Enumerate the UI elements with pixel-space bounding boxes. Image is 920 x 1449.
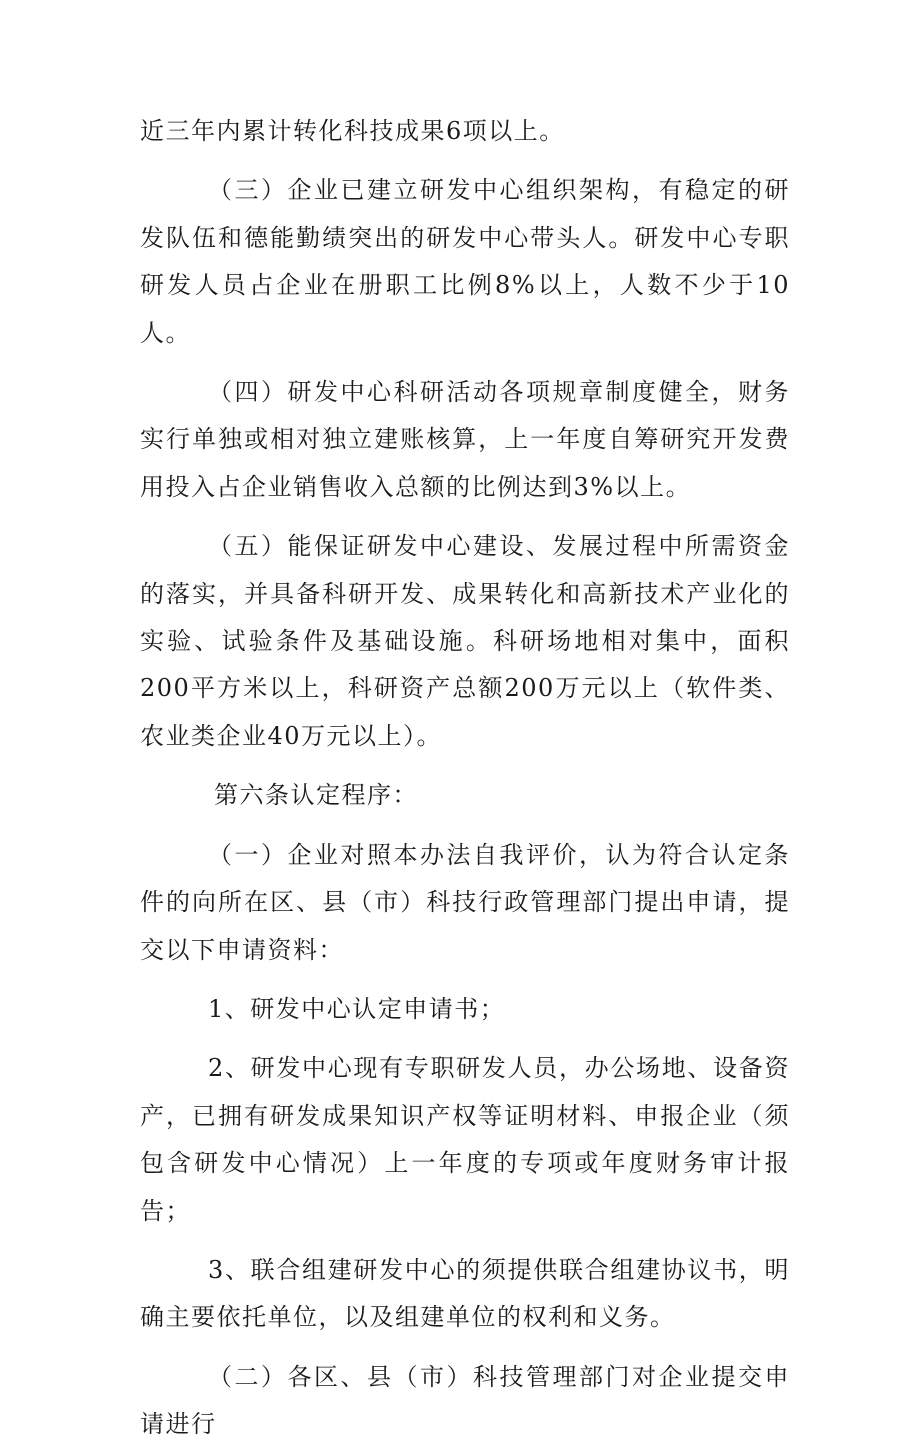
paragraph-condition-5: （五）能保证研发中心建设、发展过程中所需资金的落实，并具备科研开发、成果转化和高新技术产业化的实验、试验条件及基础设施。科研场地相对集中，面积200平方米以上，科研资产总额200万元以上（软件类、农业类企业40万元以上）。 <box>140 532 790 750</box>
document-body <box>140 108 790 1449</box>
paragraph-procedure-2: （二）各区、县（市）科技管理部门对企业提交申请进行 <box>140 1362 790 1439</box>
paragraph-continuation: 近三年内累计转化科技成果6项以上。 <box>140 117 565 145</box>
list-item-supporting-materials: 2、研发中心现有专职研发人员，办公场地、设备资产，已拥有研发成果知识产权等证明材料、申报企业（须包含研发中心情况）上一年度的专项或年度财务审计报告； <box>140 1054 790 1225</box>
paragraph-condition-4: （四）研发中心科研活动各项规章制度健全，财务实行单独或相对独立建账核算，上一年度自筹研究开发费用投入占企业销售收入总额的比例达到3%以上。 <box>140 378 790 501</box>
list-item-application-form: 1、研发中心认定申请书； <box>208 994 506 1023</box>
article-6-heading: 第六条认定程序： <box>214 781 418 810</box>
paragraph-condition-3: （三）企业已建立研发中心组织架构，有稳定的研发队伍和德能勤绩突出的研发中心带头人。研发中心专职研发人员占企业在册职工比例8%以上，人数不少于10人。 <box>140 176 790 347</box>
list-item-joint-agreement: 3、联合组建研发中心的须提供联合组建协议书，明确主要依托单位，以及组建单位的权利和义务。 <box>140 1255 790 1332</box>
paragraph-procedure-1: （一）企业对照本办法自我评价，认为符合认定条件的向所在区、县（市）科技行政管理部门提出申请，提交以下申请资料： <box>140 840 790 964</box>
